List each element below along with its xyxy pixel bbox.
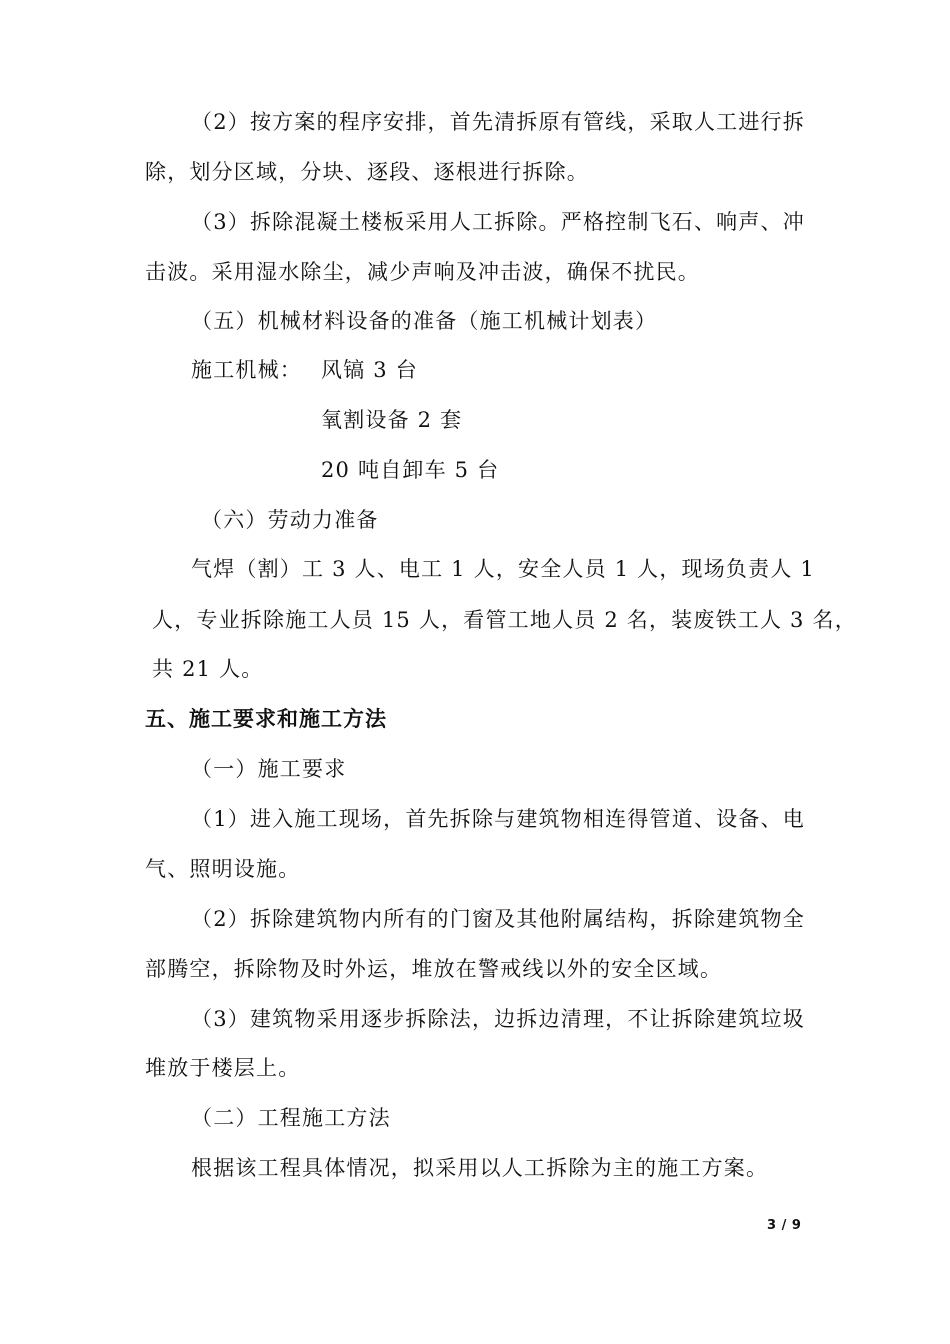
page-number: 3 / 9 (767, 1218, 802, 1233)
equipment-item: 氧割设备 2 套 (321, 408, 463, 432)
section-heading: 五、施工要求和施工方法 (145, 707, 387, 731)
paragraph-line: 气焊（割）工 3 人、电工 1 人，安全人员 1 人，现场负责人 1 (191, 557, 815, 581)
paragraph-line: （二）工程施工方法 (191, 1106, 391, 1130)
paragraph-line: （六）劳动力准备 (201, 508, 379, 532)
paragraph-line: （3）拆除混凝土楼板采用人工拆除。严格控制飞石、响声、冲 (191, 210, 805, 234)
paragraph-line: 堆放于楼层上。 (145, 1056, 301, 1080)
paragraph-line: 人，专业拆除施工人员 15 人，看管工地人员 2 名，装废铁工人 3 名， (152, 608, 857, 632)
equipment-label: 施工机械： (191, 358, 302, 382)
paragraph-line: 除，划分区域，分块、逐段、逐根进行拆除。 (145, 160, 589, 184)
paragraph-line: （2）按方案的程序安排，首先清拆原有管线，采取人工进行拆 (191, 110, 805, 134)
equipment-item: 20 吨自卸车 5 台 (321, 458, 500, 482)
paragraph-line: 根据该工程具体情况，拟采用以人工拆除为主的施工方案。 (191, 1156, 769, 1180)
paragraph-line: （2）拆除建筑物内所有的门窗及其他附属结构，拆除建筑物全 (191, 907, 805, 931)
paragraph-line: 部腾空，拆除物及时外运，堆放在警戒线以外的安全区域。 (145, 957, 723, 981)
paragraph-line: 共 21 人。 (152, 657, 264, 681)
paragraph-line: （一）施工要求 (191, 757, 347, 781)
paragraph-line: （五）机械材料设备的准备（施工机械计划表） (191, 309, 658, 333)
equipment-item: 风镐 3 台 (321, 358, 418, 382)
paragraph-line: 击波。采用湿水除尘，减少声响及冲击波，确保不扰民。 (145, 260, 700, 284)
paragraph-line: 气、照明设施。 (145, 857, 301, 881)
paragraph-line: （3）建筑物采用逐步拆除法，边拆边清理，不让拆除建筑垃圾 (191, 1007, 805, 1031)
paragraph-line: （1）进入施工现场，首先拆除与建筑物相连得管道、设备、电 (191, 807, 805, 831)
